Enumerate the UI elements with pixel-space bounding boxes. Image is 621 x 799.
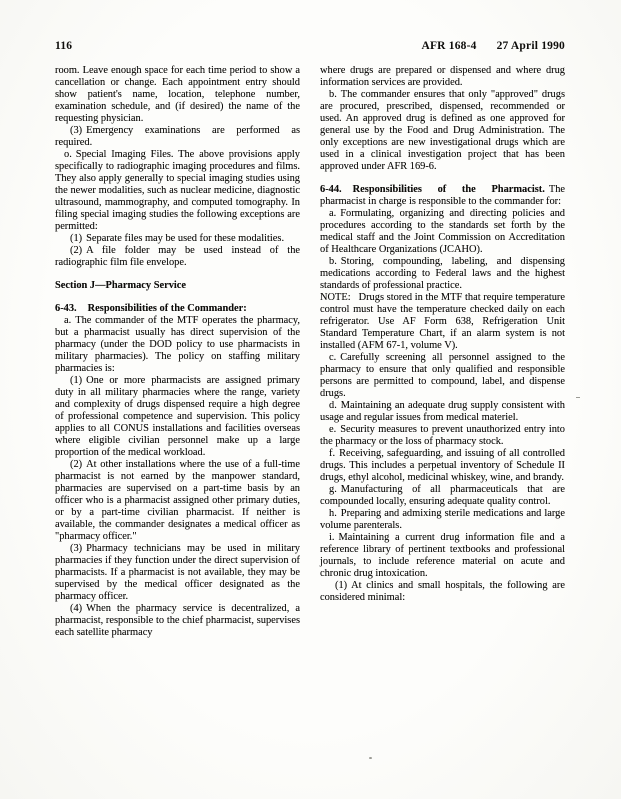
item-marker: (2) [70, 245, 83, 256]
paragraph-text: The commander ensures that only "approved" drugs are procured, prescribed, dispensed, recommended or used. An approved drug is defined as one approved for general use by the Food and Drug Administration. The only exceptions are new investigational drugs which are used in a clinical investigation project that has been approved under AFR 169-6. [320, 89, 565, 172]
item-marker: a. [329, 208, 337, 219]
page-number: 116 [55, 40, 73, 52]
paragraph [320, 352, 565, 400]
section-title [55, 303, 300, 315]
paragraph [55, 245, 300, 269]
paragraph [55, 125, 300, 149]
paragraph-text: where drugs are prepared or dispensed and where drug information services are provided. [320, 65, 565, 88]
paragraph [320, 208, 565, 256]
paragraph [55, 65, 300, 125]
paragraph-text: Drugs stored in the MTF that require temperature control must have the temperature checked daily on each refrigerator. Use AF Form 638, Refrigeration Unit Standard Temperature Chart, if an alarm system is not installed (AFM 67-1, volume V). [320, 292, 565, 351]
paragraph [320, 580, 565, 604]
paragraph [320, 400, 565, 424]
paragraph [55, 375, 300, 459]
item-marker: f. [329, 448, 336, 459]
doc-date: 27 April 1990 [496, 40, 565, 52]
item-marker: c. [329, 352, 337, 363]
section-title [320, 184, 565, 208]
paragraph-text: Separate files may be used for these modalities. [86, 233, 285, 244]
section-heading [55, 280, 300, 292]
paragraph [55, 459, 300, 543]
item-marker: o. [64, 149, 72, 160]
right-column [320, 65, 565, 639]
left-column [55, 65, 300, 639]
paragraph [320, 65, 565, 89]
item-marker: a. [64, 315, 72, 326]
item-marker: h. [329, 508, 337, 519]
paragraph-text: Maintaining a current drug information file and a reference library of pertinent textbooks and professional journals, to include reference material on acute and chronic drug intoxication. [320, 532, 565, 579]
scan-artifact-dash [576, 397, 580, 398]
paragraph-text: Maintaining an adequate drug supply consistent with usage and regular issues from medical materiel. [320, 400, 565, 423]
paragraph [320, 448, 565, 484]
paragraph [55, 603, 300, 639]
paragraph-text: Special Imaging Files. The above provisions apply specifically to radiographic imaging procedures and films. They also apply generally to special imaging studies using the newer modalities, such as nuclear medicine, diagnostic ultrasound, mammography, and computed tomography. In filing special imaging studies the following exceptions are permitted: [55, 149, 300, 232]
item-marker: (1) [70, 233, 83, 244]
item-marker: (4) [70, 603, 83, 614]
item-marker: (3) [70, 125, 83, 136]
item-marker: d. [329, 400, 337, 411]
scan-artifact-dot [369, 757, 372, 759]
paragraph-text: room. Leave enough space for each time period to show a cancellation or change. Each appointment entry should show patient's name, location, telephone number, examination schedule, and (if desired) the name of the requesting physician. [55, 65, 300, 124]
paragraph [320, 89, 565, 173]
item-marker: (1) [70, 375, 83, 386]
item-marker: i. [329, 532, 335, 543]
paragraph-text: At clinics and small hospitals, the following are considered minimal: [320, 580, 565, 603]
section-title-text: Responsibilities of the Pharmacist. [352, 184, 545, 195]
paragraph-text: Receiving, safeguarding, and issuing of all controlled drugs. This includes a perpetual inventory of Schedule II drugs, ethyl alcohol, medicinal whiskey, wine, and brandy. [320, 448, 565, 483]
section-title-text: Responsibilities of the Commander: [87, 303, 247, 314]
paragraph-text: When the pharmacy service is decentralized, a pharmacist, responsible to the chief pharmacist, supervises each satellite pharmacy [55, 603, 300, 638]
item-marker: 6-43. [55, 303, 77, 314]
paragraph [55, 315, 300, 375]
item-marker: e. [329, 424, 337, 435]
item-marker: 6-44. [320, 184, 342, 195]
paragraph-text: The pharmacist in charge is responsible to the commander for: [320, 184, 565, 207]
paragraph-text: Carefully screening all personnel assigned to the pharmacy to ensure that only qualified and responsible persons are permitted to compound, label, and dispense drugs. [320, 352, 565, 399]
item-marker: (3) [70, 543, 83, 554]
paragraph [320, 256, 565, 292]
paragraph [55, 543, 300, 603]
text-columns [55, 65, 565, 639]
item-marker: (1) [335, 580, 348, 591]
doc-reference: AFR 168-4 [421, 40, 477, 52]
paragraph [320, 484, 565, 508]
paragraph-text: Manufacturing of all pharmaceuticals that are compounded locally, ensuring adequate quality control. [320, 484, 565, 507]
paragraph-text: Pharmacy technicians may be used in military pharmacies if they function under the direct supervision of pharmacists. If a pharmacist is not available, they may be supervised by the medical officer designated as the pharmacy officer. [55, 543, 300, 602]
item-marker: g. [329, 484, 337, 495]
item-marker: (2) [70, 459, 83, 470]
paragraph-text: One or more pharmacists are assigned primary duty in all military pharmacies where the range, variety and complexity of drugs dispensed require a high degree of professional competence and supervision. This policy applies to all CONUS installations and facilities overseas where eligible civilian personnel make up a large proportion of the medical workload. [55, 375, 300, 458]
paragraph-text: Formulating, organizing and directing policies and procedures according to the standards set forth by the medical staff and the Joint Commission on Accreditation of Healthcare Organizations (JCAHO). [320, 208, 565, 255]
header-right [421, 40, 565, 52]
paragraph-text: At other installations where the use of a full-time pharmacist is not earned by the manpower standard, pharmacies are supervised on a part-time basis by an officer who is a pharmacist assigned other primary duties, or by a part-time civilian pharmacist. If neither is available, the commander designates a medical officer as "pharmacy officer." [55, 459, 300, 542]
paragraph [320, 508, 565, 532]
paragraph-text: The commander of the MTF operates the pharmacy, but a pharmacist usually has direct supervision of the pharmacy (under the DOD policy to use pharmacists in military pharmacies). The policy on staffing military pharmacies is: [55, 315, 300, 374]
paragraph-text: Preparing and admixing sterile medications and large volume parenterals. [320, 508, 565, 531]
paragraph-text: Security measures to prevent unauthorized entry into the pharmacy or the loss of pharmacy stock. [320, 424, 565, 447]
paragraph [320, 532, 565, 580]
item-marker: b. [329, 89, 337, 100]
paragraph [55, 233, 300, 245]
item-marker: b. [329, 256, 337, 267]
paragraph [55, 149, 300, 233]
note-paragraph [320, 292, 565, 352]
paragraph-text: Storing, compounding, labeling, and dispensing medications according to Federal laws and the highest standards of professional practice. [320, 256, 565, 291]
page-header [55, 40, 565, 52]
paragraph-text: Emergency examinations are performed as required. [55, 125, 300, 148]
item-marker: NOTE: [320, 292, 351, 303]
paragraph [320, 424, 565, 448]
paragraph-text: Section J—Pharmacy Service [55, 280, 187, 291]
paragraph-text: A file folder may be used instead of the radiographic film file envelope. [55, 245, 300, 268]
